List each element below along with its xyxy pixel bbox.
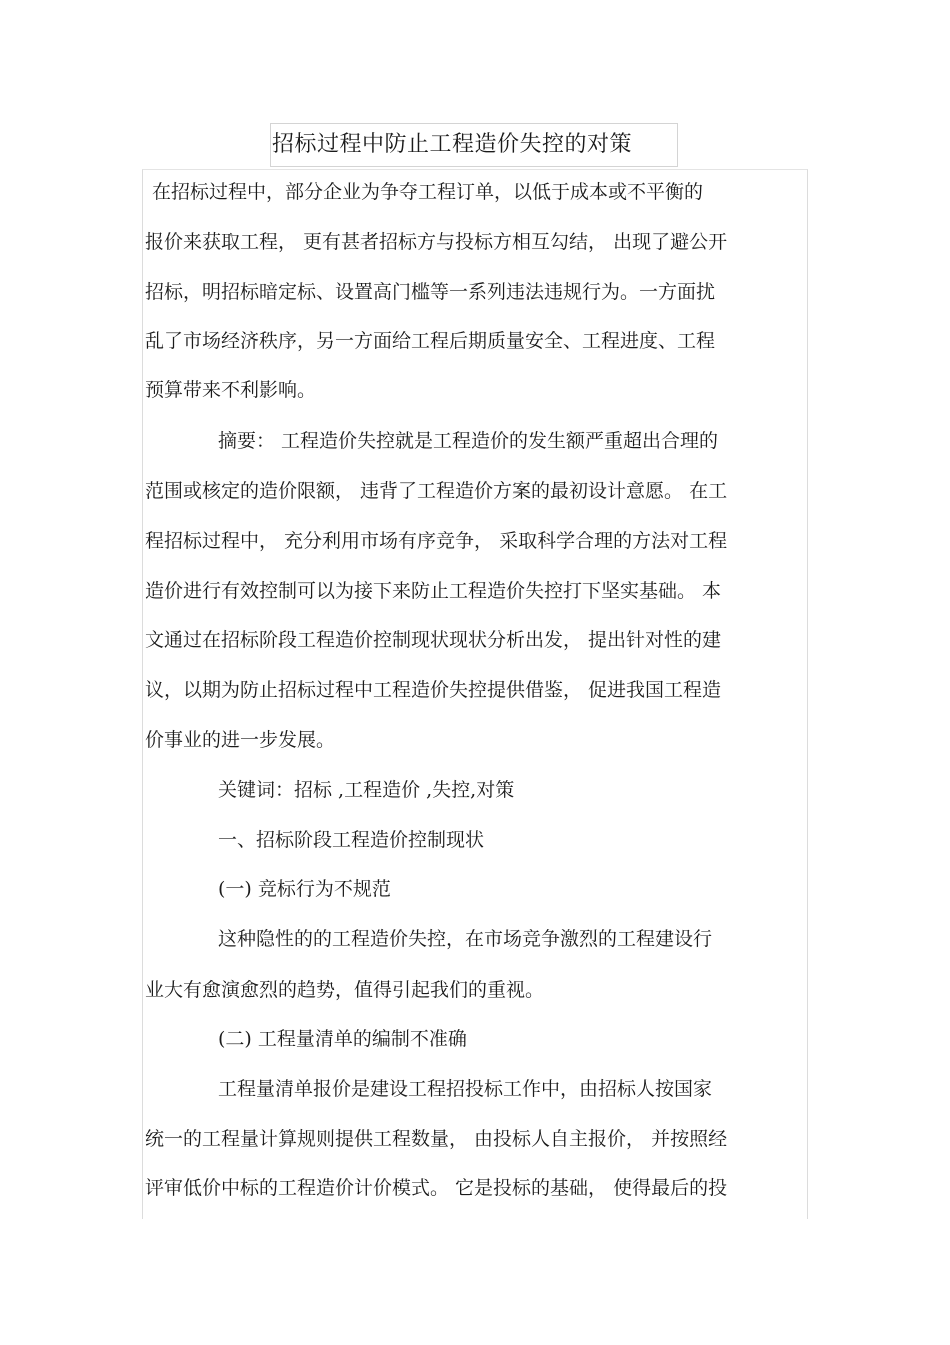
abstract-line-1: 摘要： 工程造价失控就是工程造价的发生额严重超出合理的 (218, 430, 719, 452)
section-heading-1: 一、招标阶段工程造价控制现状 (218, 829, 485, 851)
abstract-line-6: 议，以期为防止招标过程中工程造价失控提供借鉴， 促进我国工程造 (145, 679, 722, 701)
abstract-line-3: 程招标过程中， 充分利用市场有序竞争， 采取科学合理的方法对工程 (145, 530, 728, 552)
intro-line-5: 预算带来不利影响。 (145, 379, 317, 401)
subsection-heading-1: (一) 竞标行为不规范 (218, 878, 391, 900)
subsection-heading-2: (二) 工程量清单的编制不准确 (218, 1028, 467, 1050)
sub1-body-line-1: 这种隐性的的工程造价失控，在市场竞争激烈的工程建设行 (218, 928, 713, 950)
abstract-line-2: 范围或核定的造价限额， 违背了工程造价方案的最初设计意愿。 在工 (145, 480, 728, 502)
sub1-body-line-2: 业大有愈演愈烈的趋势，值得引起我们的重视。 (145, 979, 545, 1001)
abstract-line-7: 价事业的进一步发展。 (145, 729, 336, 751)
keywords-line: 关键词：招标 ,工程造价 ,失控,对策 (218, 779, 515, 801)
document-title: 招标过程中防止工程造价失控的对策 (272, 132, 633, 157)
abstract-line-5: 文通过在招标阶段工程造价控制现状现状分析出发， 提出针对性的建 (145, 629, 722, 651)
intro-line-3: 招标，明招标暗定标、设置高门槛等一系列违法违规行为。一方面扰 (145, 281, 716, 303)
sub2-body-line-3: 评审低价中标的工程造价计价模式。 它是投标的基础， 使得最后的投 (145, 1177, 728, 1199)
abstract-line-4: 造价进行有效控制可以为接下来防止工程造价失控打下坚实基础。 本 (145, 580, 722, 602)
sub2-body-line-1: 工程量清单报价是建设工程招投标工作中，由招标人按国家 (218, 1078, 713, 1100)
intro-line-1: 在招标过程中，部分企业为争夺工程订单，以低于成本或不平衡的 (152, 181, 704, 203)
intro-line-2: 报价来获取工程， 更有甚者招标方与投标方相互勾结， 出现了避公开 (145, 231, 728, 253)
intro-line-4: 乱了市场经济秩序，另一方面给工程后期质量安全、工程进度、工程 (145, 330, 716, 352)
sub2-body-line-2: 统一的工程量计算规则提供工程数量， 由投标人自主报价， 并按照经 (145, 1128, 728, 1150)
